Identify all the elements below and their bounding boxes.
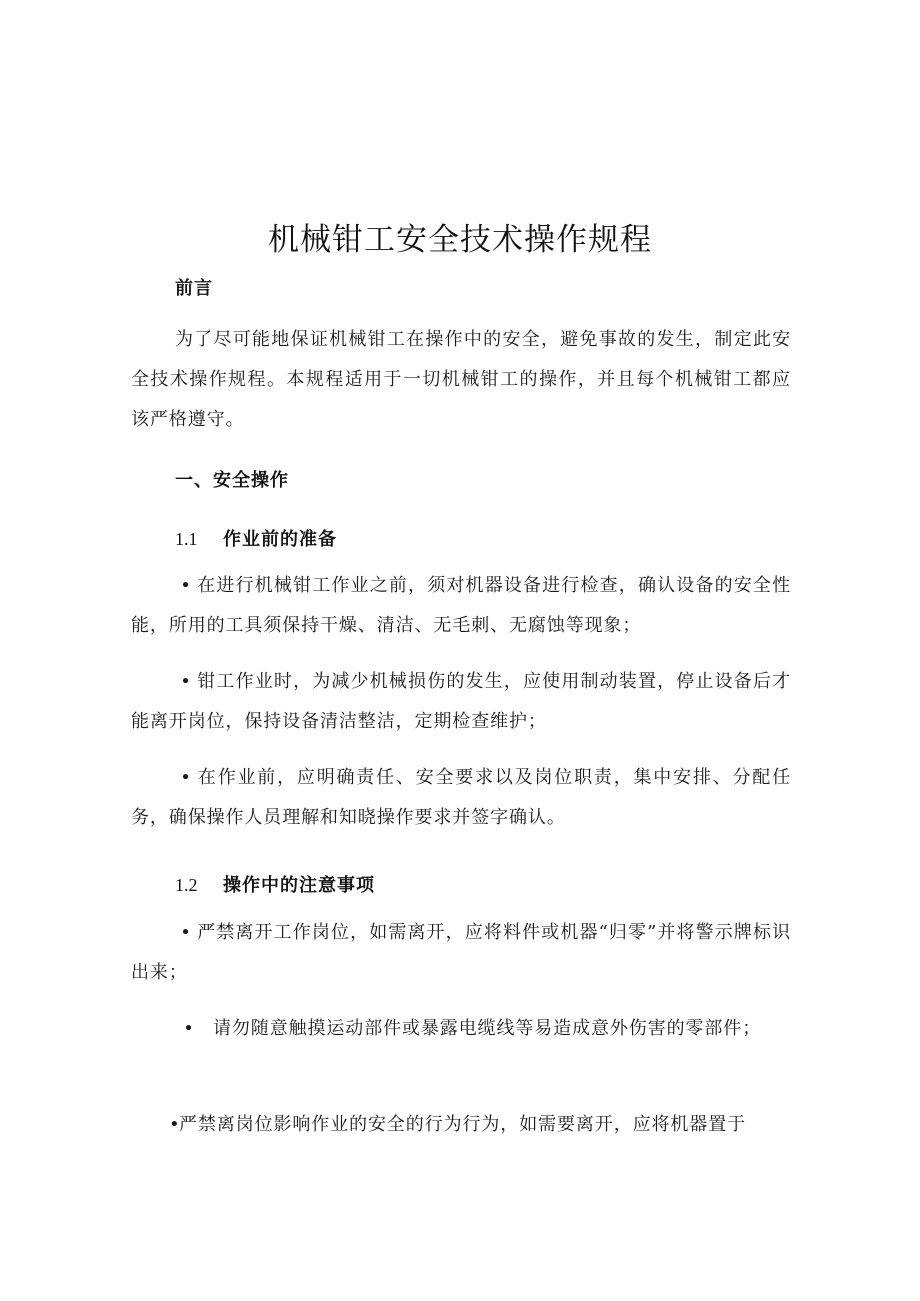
list-item <box>131 758 791 838</box>
section-heading-safety-operation: 一、安全操作 <box>175 470 289 491</box>
document-title: 机械钳工安全技术操作规程 <box>268 222 652 258</box>
subsection-label: 操作中的注意事项 <box>223 875 375 896</box>
bullet-icon: • <box>183 1018 195 1039</box>
preface-heading: 前言 <box>175 278 213 299</box>
subsection-label: 作业前的准备 <box>223 529 337 550</box>
list-item <box>131 566 791 646</box>
list-item-text: 请勿随意触摸运动部件或暴露电缆线等易造成意外伤害的零部件； <box>213 1018 762 1039</box>
list-item-text: 在进行机械钳工作业之前，须对机器设备进行检查，确认设备的安全性能，所用的工具须保持干燥、清洁、无毛刺、无腐蚀等现象； <box>131 575 791 636</box>
subsection-heading-1-1 <box>175 525 337 551</box>
bullet-icon: • <box>180 575 192 596</box>
list-item-text: 钳工作业时，为减少机械损伤的发生，应使用制动装置，停止设备后才能离开岗位，保持设备清洁整洁，定期检查维护； <box>131 671 791 732</box>
list-item <box>131 1105 791 1145</box>
preface-paragraph: 为了尽可能地保证机械钳工在操作中的安全，避免事故的发生，制定此安全技术操作规程。本规程适用于一切机械钳工的操作，并且每个机械钳工都应该严格遵守。 <box>131 329 791 430</box>
bullet-icon: • <box>180 922 192 943</box>
list-item <box>131 913 791 993</box>
bullet-icon: • <box>180 767 192 788</box>
list-item-text: 严禁离岗位影响作业的安全的行为行为，如需要离开，应将机器置于 <box>179 1114 746 1135</box>
subsection-heading-1-2 <box>175 871 375 897</box>
list-item <box>131 1009 791 1049</box>
list-item <box>131 662 791 742</box>
subsection-number: 1.1 <box>175 529 198 549</box>
bullet-icon: • <box>169 1114 181 1135</box>
subsection-number: 1.2 <box>175 875 198 895</box>
list-item-text: 严禁离开工作岗位，如需离开，应将料件或机器“归零”并将警示牌标识出来； <box>131 922 791 983</box>
list-item-text: 在作业前，应明确责任、安全要求以及岗位职责，集中安排、分配任务，确保操作人员理解和知晓操作要求并签字确认。 <box>131 767 791 828</box>
bullet-icon: • <box>180 671 192 692</box>
